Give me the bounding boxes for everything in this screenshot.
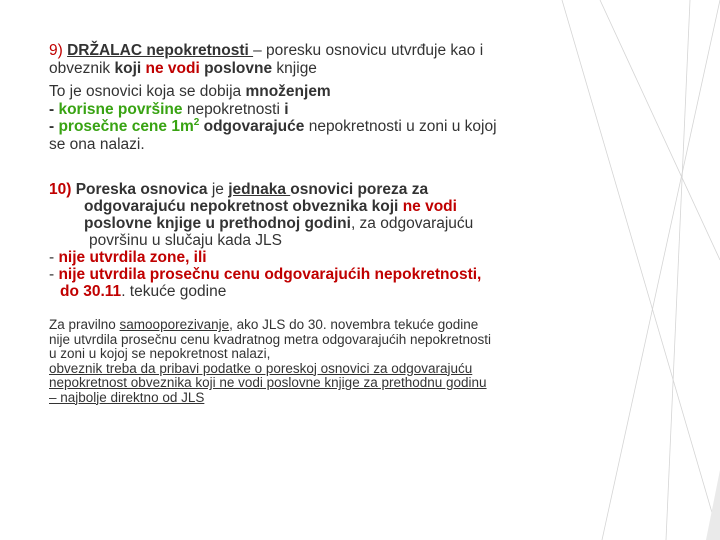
line (49, 362, 649, 377)
text: knjige (272, 59, 317, 77)
paragraph-base-calc (49, 83, 649, 153)
paragraph-self-assessment (49, 318, 649, 405)
paragraph-tax-base (49, 181, 649, 300)
item-number: 10) (49, 181, 72, 198)
line (49, 283, 649, 300)
line (49, 181, 649, 198)
bold-text: odgovarajuću nepokretnost obveznika koji (84, 198, 403, 215)
text: je (211, 181, 224, 198)
line (49, 266, 649, 283)
text: nepokretnosti (182, 100, 285, 118)
underlined-text: – najbolje direktno od JLS (49, 389, 205, 405)
slide-body (49, 42, 649, 405)
line (49, 198, 649, 215)
line (49, 333, 649, 348)
line (49, 347, 649, 362)
line (49, 101, 649, 119)
underlined-text: nepokretnost obveznika koji ne vodi poslovne knjige za prethodnu godinu (49, 375, 487, 390)
line (49, 83, 649, 101)
line (49, 232, 649, 249)
bold-text: poslovne (199, 59, 273, 77)
bold-text: i (284, 100, 289, 118)
line (49, 391, 649, 406)
text: Za pravilno (49, 317, 120, 332)
text: . tekuće godine (121, 283, 227, 300)
decor-line-3 (666, 0, 690, 540)
highlight-price: prosečne cene 1m (58, 118, 194, 135)
text: nepokretnosti u zoni u kojoj (304, 118, 497, 135)
item-number: 9) (49, 42, 63, 59)
bold-text: Poreska osnovica (71, 181, 212, 198)
text: u zoni u kojoj se nepokretnost nalazi, (49, 346, 271, 361)
decor-triangle (706, 470, 720, 540)
bold-text: množenjem (245, 83, 331, 100)
line (49, 376, 649, 391)
text: , ako JLS do 30. novembra tekuće godine (229, 317, 479, 332)
bullet-dash: - (49, 249, 59, 266)
term-jednaka: jednaka (228, 181, 291, 198)
highlight-no-price: nije utvrdila prosečnu cenu odgovarajućih nepokretnosti, (58, 266, 482, 283)
highlight-no-zones: nije utvrdila zone, ili (58, 249, 207, 266)
term-self-assessment: samooporezivanje (119, 317, 230, 332)
bold-text: osnovici poreza za (290, 181, 429, 198)
bold-text: poslovne knjige u prethodnoj godini (84, 215, 351, 232)
line (49, 318, 649, 333)
text: nije utvrdila prosečnu cenu kvadratnog metra odgovarajućih nepokretnosti (49, 331, 492, 347)
text: se ona nalazi. (49, 135, 145, 153)
highlight-ne-vodi: ne vodi (402, 198, 457, 215)
term-holder: DRŽALAC nepokretnosti (67, 42, 254, 59)
line (49, 249, 649, 266)
highlight-area: korisne površine (58, 100, 183, 118)
bullet-dash: - (49, 100, 59, 118)
line (49, 42, 649, 60)
text: To je osnovici koja se dobija (49, 83, 246, 100)
bold-text: odgovarajuće (199, 118, 305, 135)
line (49, 118, 649, 136)
line (49, 60, 649, 78)
line (49, 215, 649, 232)
highlight-ne-vodi: ne vodi (145, 59, 200, 77)
text: površinu u slučaju kada JLS (89, 232, 283, 249)
text: obveznik (49, 59, 115, 77)
underlined-text: obveznik treba da pribavi podatke o poreskoj osnovici za odgovarajuću (49, 360, 473, 376)
highlight-deadline: do 30.11 (60, 283, 122, 300)
bullet-dash: - (49, 266, 59, 283)
bold-text: koji (114, 59, 146, 77)
superscript: 2 (193, 116, 200, 128)
bullet-dash: - (49, 118, 59, 135)
line (49, 136, 649, 154)
text: – poresku osnovicu utvrđuje kao i (253, 42, 484, 59)
text: , za odgovarajuću (350, 215, 474, 232)
paragraph-holder (49, 42, 649, 77)
